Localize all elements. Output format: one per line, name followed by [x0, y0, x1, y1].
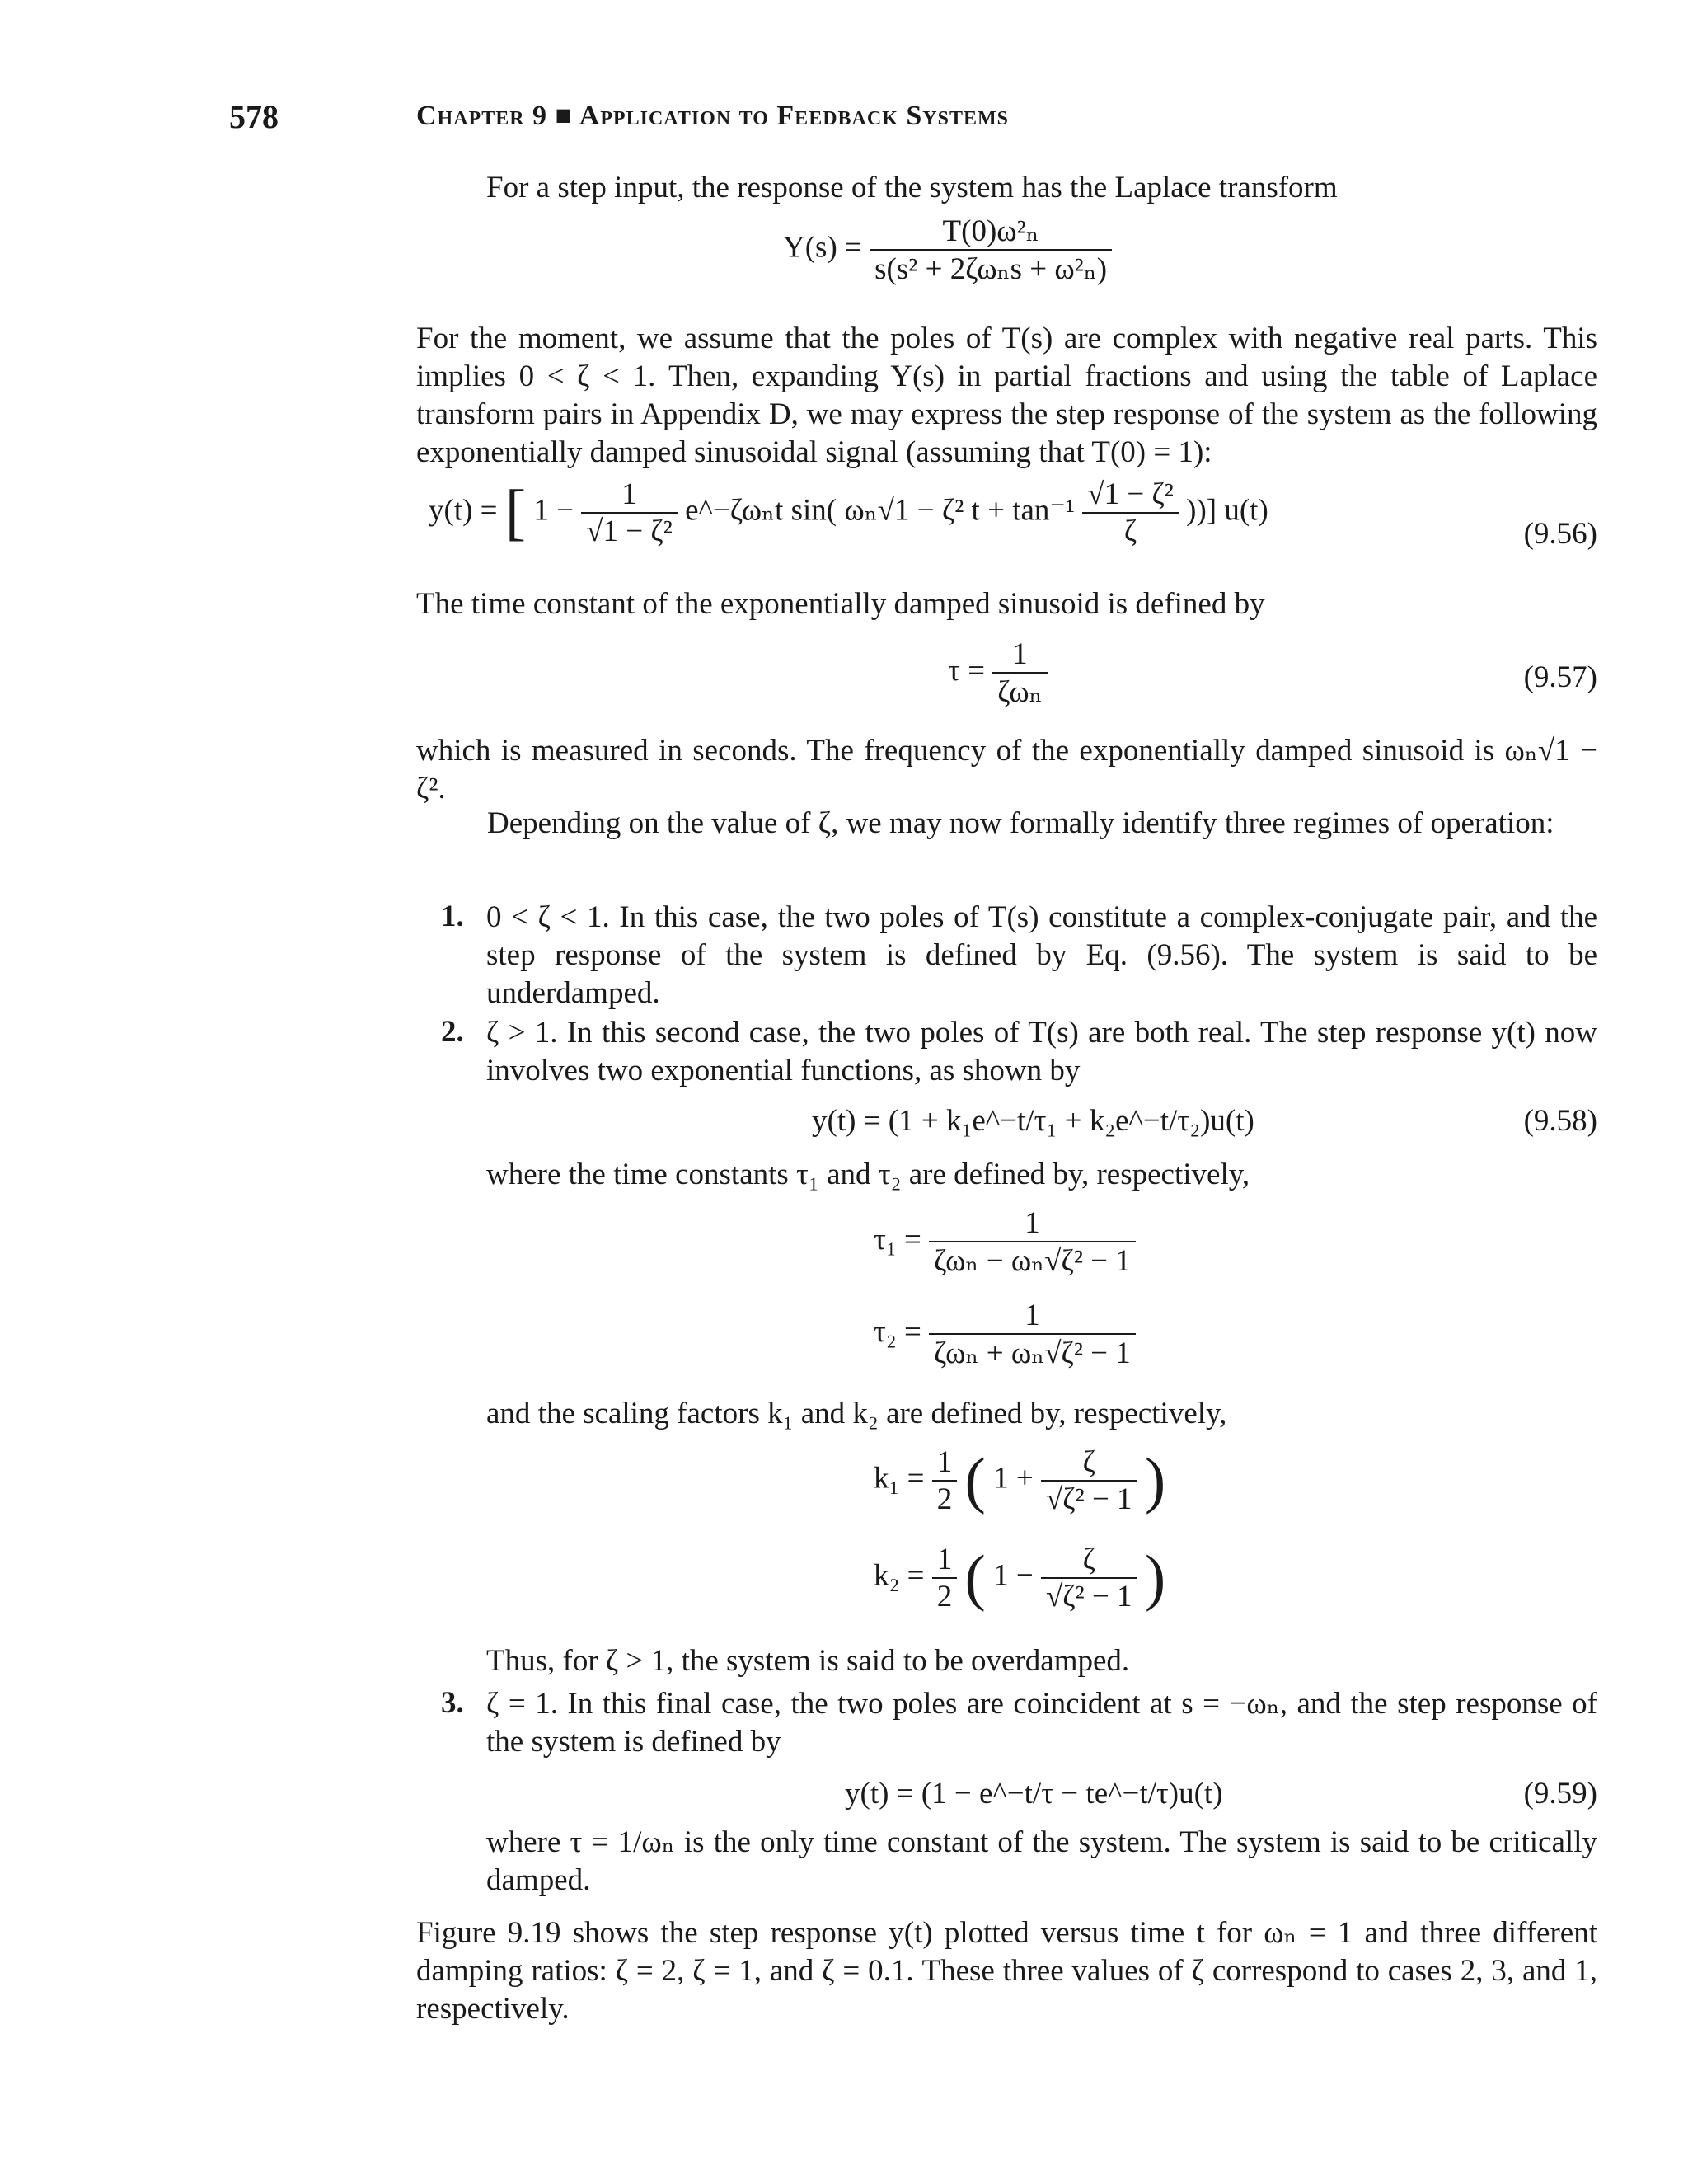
equation-tau2 [874, 1298, 1136, 1371]
open-paren: ( [964, 1543, 986, 1613]
denominator: 2 [932, 1577, 958, 1614]
equation-lhs: k₁ = [874, 1461, 925, 1496]
equation-lhs: τ₂ = [874, 1314, 921, 1349]
denominator: ζωₙ − ωₙ√ζ² − 1 [929, 1241, 1136, 1279]
equation-number: (9.57) [1523, 660, 1597, 694]
list-number: 3. [441, 1686, 464, 1720]
fraction [1082, 477, 1179, 549]
equation-Ys [783, 213, 1112, 287]
fraction [992, 636, 1047, 710]
equation-9-56 [429, 477, 1268, 549]
fraction [929, 1298, 1136, 1371]
equation-lhs: y(t) = [429, 493, 498, 528]
equation-lhs: τ₁ = [874, 1222, 921, 1256]
equation-term: 1 − [993, 1558, 1034, 1593]
equation-term: ωₙ√1 − ζ² t + tan⁻¹ [844, 493, 1076, 528]
denominator: s(s² + 2ζωₙs + ω²ₙ) [870, 249, 1112, 287]
running-head: Chapter 9 ■ Application to Feedback Systems [416, 101, 1009, 131]
open-bracket: [ [504, 477, 527, 547]
denominator: ζωₙ + ωₙ√ζ² − 1 [929, 1333, 1136, 1371]
close-paren: ) [1144, 1445, 1166, 1515]
open-paren: ( [964, 1445, 986, 1515]
equation-lhs: k₂ = [874, 1558, 925, 1593]
fraction [932, 1542, 958, 1614]
paragraph-time-constant: The time constant of the exponentially damped sinusoid is defined by [416, 587, 1265, 621]
numerator: 1 [621, 477, 637, 511]
denominator: 2 [932, 1480, 958, 1517]
equation-term: e^−ζωₙt sin( [685, 493, 837, 528]
equation-term: ))] u(t) [1186, 493, 1268, 528]
list-number: 1. [441, 899, 464, 933]
denominator: √1 − ζ² [581, 512, 678, 549]
denominator: ζ [1082, 512, 1179, 549]
equation-k2 [874, 1542, 1165, 1614]
numerator: 1 [936, 1445, 953, 1479]
page-number: 578 [229, 98, 279, 135]
numerator: 1 [1025, 1206, 1040, 1240]
equation-number: (9.59) [1523, 1777, 1597, 1811]
close-paren: ) [1144, 1543, 1166, 1613]
fraction [1041, 1542, 1137, 1614]
fraction [581, 477, 678, 549]
paragraph-figure-reference: Figure 9.19 shows the step response y(t) plotted versus time t for ωₙ = 1 and three different damping ratios: ζ = 2, ζ = 1, and ζ = 0.1. These three values of ζ correspond to cases 2, 3, and 1, respectively. [416, 1916, 1597, 2026]
equation-lhs: Y(s) = [783, 230, 862, 265]
numerator: 1 [1025, 1299, 1040, 1332]
paragraph-frequency: which is measured in seconds. The frequency of the exponentially damped sinusoid is ωₙ√1 − ζ². [416, 734, 1597, 805]
fraction [932, 1444, 958, 1517]
numerator: ζ [1082, 1445, 1095, 1479]
denominator: ζωₙ [992, 672, 1047, 710]
paragraph-overdamped-conclusion: Thus, for ζ > 1, the system is said to be overdamped. [486, 1644, 1130, 1678]
equation-9-59: y(t) = (1 − e^−t/τ − te^−t/τ)u(t) [845, 1777, 1223, 1811]
equation-k1 [874, 1444, 1165, 1517]
equation-tau1 [874, 1205, 1136, 1279]
fraction [1041, 1444, 1137, 1517]
numerator: ζ [1082, 1543, 1095, 1576]
fraction [870, 213, 1112, 287]
paragraph-regimes: Depending on the value of ζ, we may now formally identify three regimes of operation: [487, 806, 1554, 840]
paragraph-poles-complex: For the moment, we assume that the poles of T(s) are complex with negative real parts. This implies 0 < ζ < 1. Then, expanding Y(s) in partial fractions and using the table of Laplace transform pairs in Appendix D, we may express the step response of the system as the following exponentially damped sinusoidal signal (assuming that T(0) = 1): [416, 322, 1597, 469]
numerator: T(0)ω²ₙ [942, 214, 1039, 248]
equation-number: (9.56) [1523, 517, 1597, 551]
equation-9-57 [948, 636, 1048, 710]
equation-term: 1 + [993, 1461, 1034, 1496]
equation-9-58: y(t) = (1 + k₁e^−t/τ₁ + k₂e^−t/τ₂)u(t) [812, 1104, 1254, 1138]
fraction [929, 1205, 1136, 1279]
numerator: 1 [936, 1543, 953, 1576]
list-item-critically-damped: ζ = 1. In this final case, the two poles are coincident at s = −ωₙ, and the step response of the system is defined by [486, 1687, 1597, 1759]
denominator: √ζ² − 1 [1041, 1480, 1137, 1517]
paragraph-time-constants: where the time constants τ₁ and τ₂ are defined by, respectively, [486, 1158, 1250, 1191]
paragraph-step-input: For a step input, the response of the system has the Laplace transform [486, 171, 1338, 204]
numerator: √1 − ζ² [1087, 477, 1174, 511]
equation-term: 1 − [533, 493, 574, 528]
numerator: 1 [1012, 637, 1028, 671]
equation-number: (9.58) [1523, 1104, 1597, 1138]
paragraph-critically-damped: where τ = 1/ωₙ is the only time constant of the system. The system is said to be critically damped. [486, 1825, 1597, 1897]
denominator: √ζ² − 1 [1041, 1577, 1137, 1614]
list-item-overdamped: ζ > 1. In this second case, the two poles of T(s) are both real. The step response y(t) now involves two exponential functions, as shown by [486, 1016, 1597, 1087]
equation-lhs: τ = [948, 653, 985, 688]
list-item-underdamped: 0 < ζ < 1. In this case, the two poles of T(s) constitute a complex-conjugate pair, and the step response of the system is defined by Eq. (9.56). The system is said to be underdamped. [486, 900, 1597, 1010]
paragraph-scaling-factors: and the scaling factors k₁ and k₂ are defined by, respectively, [486, 1397, 1227, 1430]
list-number: 2. [441, 1015, 464, 1049]
